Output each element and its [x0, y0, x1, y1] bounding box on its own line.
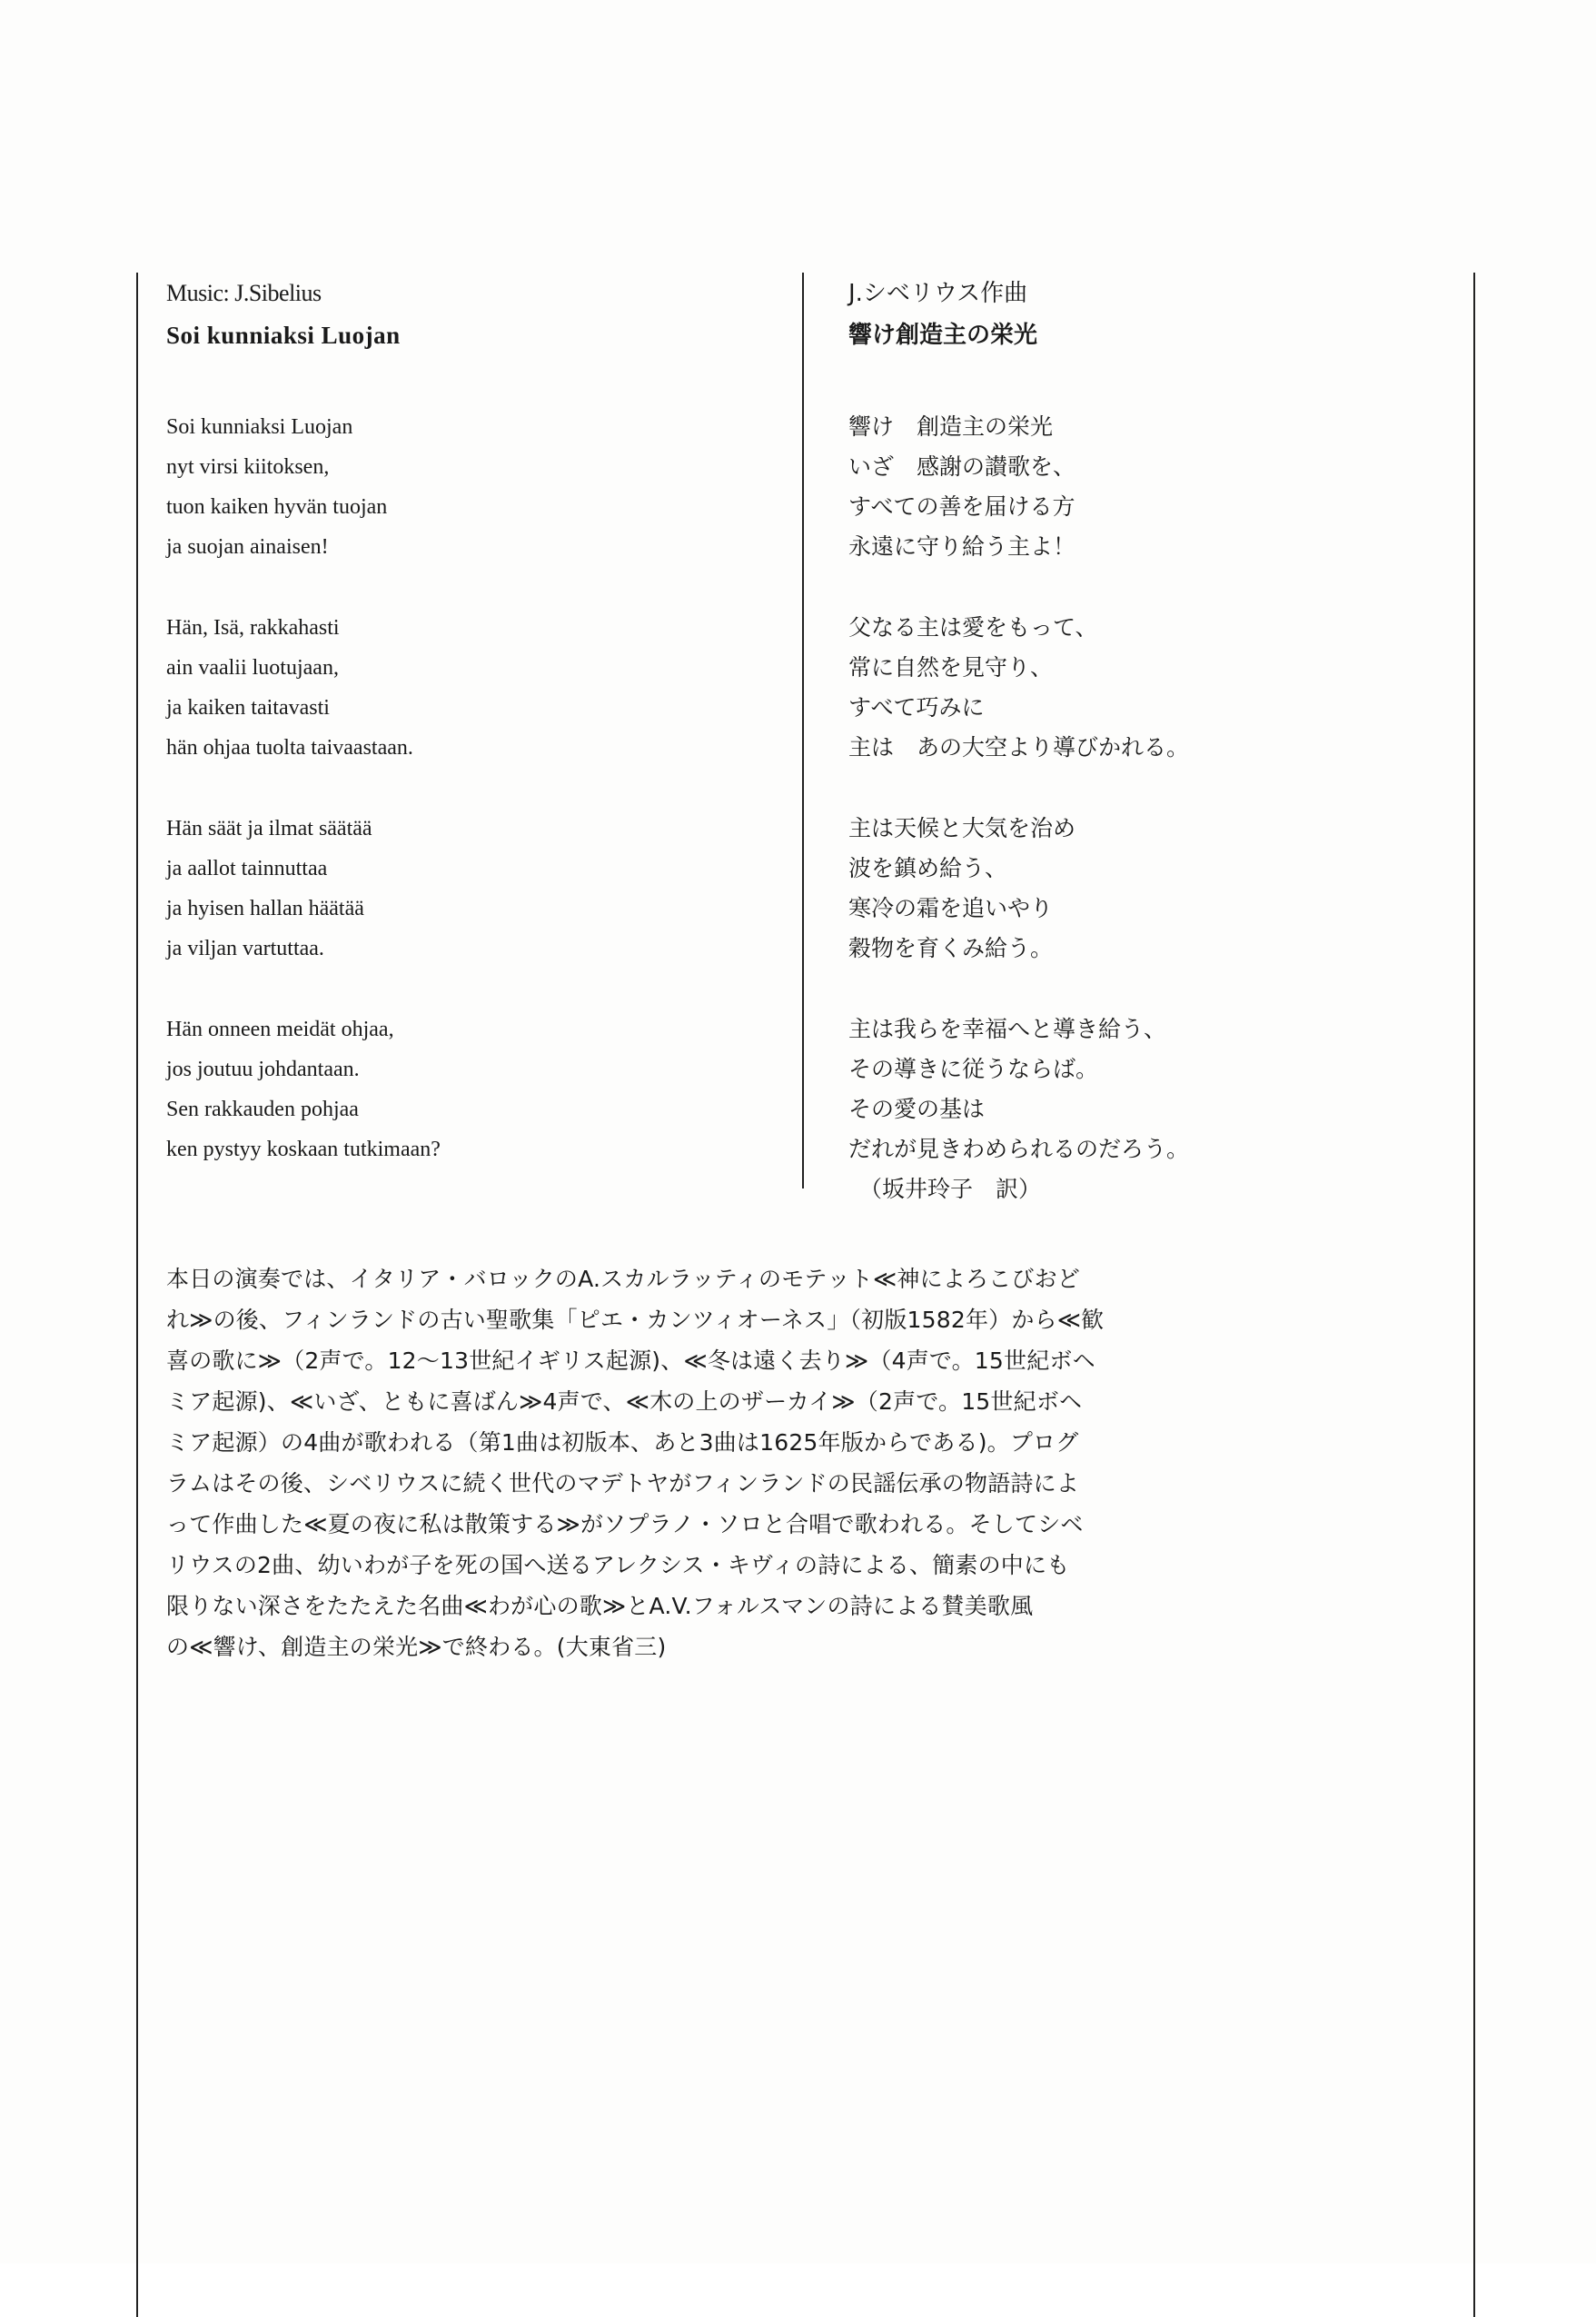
program-notes-line: の≪響け、創造主の栄光≫で終わる。(大東省三)	[166, 1634, 667, 1660]
finnish-lyric-line: Hän, Isä, rakkahasti	[166, 616, 340, 640]
composer-credit: Music: J.Sibelius	[166, 280, 322, 306]
finnish-lyric-line: Hän säät ja ilmat säätää	[166, 817, 372, 840]
finnish-lyric-line: ja kaiken taitavasti	[166, 696, 330, 720]
japanese-lyric-line: すべての善を届ける方	[848, 493, 1076, 520]
composer-credit-jp: J.シベリウス作曲	[848, 280, 1028, 307]
japanese-stanza	[848, 809, 1430, 969]
finnish-lyrics-column	[166, 273, 784, 1210]
japanese-lyrics-column	[848, 273, 1430, 1209]
program-notes-line: ラムはその後、シベリウスに続く世代のマデトヤがフィンランドの民謡伝承の物語詩によ	[166, 1470, 1080, 1497]
finnish-stanza	[166, 809, 784, 969]
program-notes-line: 本日の演奏では、イタリア・バロックのA.スカルラッティのモテット≪神によろこびおど	[166, 1266, 1080, 1292]
japanese-lyric-line: その導きに従うならば。	[848, 1056, 1099, 1082]
finnish-lyric-line: Hän onneen meidät ohjaa,	[166, 1018, 394, 1041]
japanese-lyric-line: 寒冷の霜を追いやり	[848, 895, 1054, 921]
finnish-lyric-line: nyt virsi kiitoksen,	[166, 455, 330, 479]
finnish-stanzas	[166, 407, 784, 1169]
japanese-stanza	[848, 1009, 1430, 1169]
program-notes-line: ミア起源）の4曲が歌われる（第1曲は初版本、あと3曲は1625年版からである)。プログ	[166, 1429, 1079, 1456]
finnish-lyric-line: Soi kunniaksi Luojan	[166, 415, 353, 439]
japanese-lyric-line: 主は天候と大気を治め	[848, 815, 1076, 841]
translator-credit: （坂井玲子 訳）	[859, 1176, 1042, 1202]
japanese-lyric-line: 永遠に守り給う主よ！	[848, 533, 1076, 560]
japanese-lyric-line: 波を鎮め給う、	[848, 855, 1008, 881]
finnish-lyric-line: ja hyisen hallan häätää	[166, 897, 364, 920]
program-notes-line: リウスの2曲、幼いわが子を死の国へ送るアレクシス・キヴィの詩による、簡素の中にも	[166, 1552, 1070, 1578]
japanese-stanza	[848, 407, 1430, 567]
program-notes-line: って作曲した≪夏の夜に私は散策する≫がソプラノ・ソロと合唱で歌われる。そしてシベ	[166, 1511, 1084, 1537]
left-border-rule	[136, 273, 138, 2317]
japanese-lyric-line: 響け 創造主の栄光	[848, 413, 1054, 440]
japanese-lyric-line: いざ 感謝の讃歌を、	[848, 453, 1076, 480]
japanese-lyric-line: 主は我らを幸福へと導き給う、	[848, 1016, 1167, 1042]
japanese-lyric-line: すべて巧みに	[848, 694, 985, 721]
finnish-lyric-line: tuon kaiken hyvän tuojan	[166, 495, 388, 519]
finnish-lyric-line: jos joutuu johdantaan.	[166, 1058, 360, 1081]
japanese-lyric-line: 常に自然を見守り、	[848, 654, 1054, 681]
japanese-lyric-line: 主は あの大空より導びかれる。	[848, 734, 1190, 761]
program-notes-line: ミア起源)、≪いざ、ともに喜ばん≫4声で、≪木の上のザーカイ≫（2声で。15世紀ボヘ	[166, 1388, 1083, 1415]
program-notes-line: れ≫の後、フィンランドの古い聖歌集「ピエ・カンツィオーネス」（初版1582年）から≪歓	[166, 1307, 1105, 1333]
japanese-stanzas	[848, 407, 1430, 1169]
finnish-lyric-line: ken pystyy koskaan tutkimaan?	[166, 1138, 441, 1161]
right-border-rule	[1473, 273, 1475, 2317]
program-notes-line: 限りない深さをたたえた名曲≪わが心の歌≫とA.V.フォルスマンの詩による賛美歌風	[166, 1593, 1034, 1619]
finnish-lyric-line: hän ohjaa tuolta taivaastaan.	[166, 736, 413, 760]
column-divider	[802, 273, 804, 1188]
japanese-lyric-line: 父なる主は愛をもって、	[848, 614, 1098, 641]
japanese-lyric-line: その愛の基は	[848, 1096, 986, 1122]
finnish-lyric-line: ain vaalii luotujaan,	[166, 656, 339, 680]
japanese-lyric-line: だれが見きわめられるのだろう。	[848, 1136, 1190, 1162]
finnish-stanza	[166, 1009, 784, 1169]
song-title-jp: 響け創造主の栄光	[848, 322, 1038, 349]
japanese-stanza	[848, 608, 1430, 768]
finnish-stanza	[166, 608, 784, 768]
song-title: Soi kunniaksi Luojan	[166, 322, 401, 349]
finnish-lyric-line: ja viljan vartuttaa.	[166, 937, 324, 960]
program-notes-line: 喜の歌に≫（2声で。12～13世紀イギリス起源)、≪冬は遠く去り≫（4声で。15世紀ボヘ	[166, 1347, 1095, 1374]
finnish-stanza	[166, 407, 784, 567]
japanese-lyric-line: 穀物を育くみ給う。	[848, 935, 1054, 961]
finnish-lyric-line: Sen rakkauden pohjaa	[166, 1098, 359, 1121]
finnish-lyric-line: ja aallot tainnuttaa	[166, 857, 328, 880]
program-notes	[166, 1258, 1211, 1667]
finnish-lyric-line: ja suojan ainaisen!	[166, 535, 329, 559]
